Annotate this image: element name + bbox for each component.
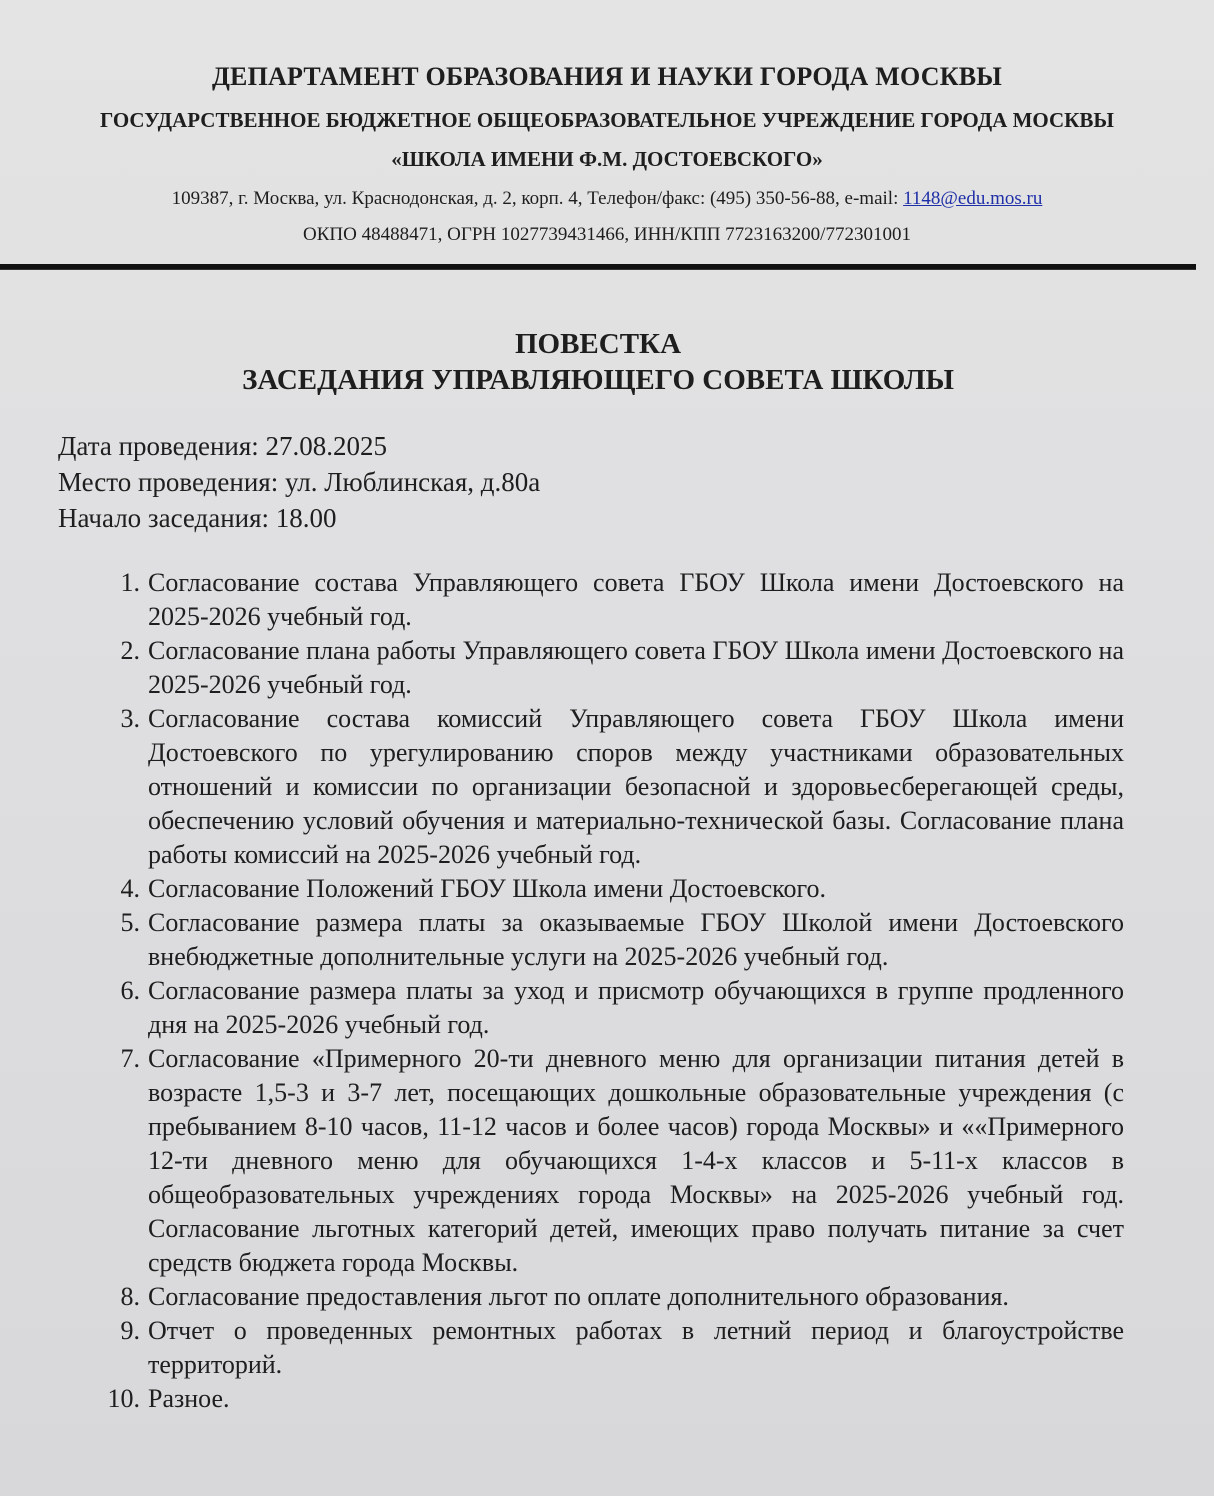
institution-name: ГОСУДАРСТВЕННОЕ БЮДЖЕТНОЕ ОБЩЕОБРАЗОВАТЕЛЬНОЕ УЧРЕЖДЕНИЕ ГОРОДА МОСКВЫ bbox=[99, 108, 1115, 132]
agenda-list bbox=[96, 566, 1124, 1416]
agenda-item-text: Согласование состава комиссий Управляющего совета ГБОУ Школа имени Достоевского по урегулированию споров между участниками образовательных отношений и комиссии по организации безопасной и здоровьесберегающей среды, обеспечению условий обучения и материально-технической базы. Согласование плана работы комиссий на 2025-2026 учебный год. bbox=[148, 704, 1124, 869]
agenda-item bbox=[96, 1280, 1124, 1314]
registration-ids: ОКПО 48488471, ОГРН 1027739431466, ИНН/КПП 7723163200/772301001 bbox=[303, 224, 911, 245]
meeting-date: Дата проведения: 27.08.2025 bbox=[58, 431, 388, 461]
agenda-item-text: Согласование размера платы за оказываемые ГБОУ Школой имени Достоевского внебюджетные дополнительные услуги на 2025-2026 учебный год. bbox=[148, 908, 1124, 971]
meeting-place: Место проведения: ул. Люблинская, д.80а bbox=[58, 467, 541, 497]
school-name: «ШКОЛА ИМЕНИ Ф.М. ДОСТОЕВСКОГО» bbox=[391, 147, 823, 171]
agenda-item-number: 2. bbox=[120, 636, 140, 665]
agenda-item-text: Согласование размера платы за уход и присмотр обучающихся в группе продленного дня на 2025-2026 учебный год. bbox=[148, 976, 1124, 1039]
title-line-1: ПОВЕСТКА bbox=[514, 328, 682, 360]
agenda-item-number: 1. bbox=[120, 568, 140, 597]
title-line-2: ЗАСЕДАНИЯ УПРАВЛЯЮЩЕГО СОВЕТА ШКОЛЫ bbox=[242, 364, 954, 396]
meeting-start: Начало заседания: 18.00 bbox=[58, 503, 337, 533]
agenda-item bbox=[96, 634, 1124, 702]
agenda-item bbox=[96, 566, 1124, 634]
letterhead-divider bbox=[0, 264, 1196, 270]
agenda-item bbox=[96, 906, 1124, 974]
agenda-item bbox=[96, 1042, 1124, 1280]
agenda-item-text: Согласование Положений ГБОУ Школа имени Достоевского. bbox=[148, 874, 826, 903]
agenda-item-text: Согласование «Примерного 20-ти дневного меню для организации питания детей в возрасте 1,5-3 и 3-7 лет, посещающих дошкольные образовательные учреждения (с пребыванием 8-10 часов, 11-12 часов и более часов) города Москвы» и ««Примерного 12-ти дневного меню для обучающихся 1-4-х классов и 5-11-х классов в общеобразовательных учреждениях города Москвы» на 2025-2026 учебный год. Согласование льготных категорий детей, имеющих право получать питание за счет средств бюджета города Москвы. bbox=[148, 1044, 1124, 1277]
meeting-details bbox=[58, 428, 540, 536]
agenda-item-number: 10. bbox=[107, 1384, 140, 1413]
agenda-item-number: 8. bbox=[120, 1282, 140, 1311]
email-link[interactable]: 1148@edu.mos.ru bbox=[903, 188, 1043, 209]
agenda-item-number: 6. bbox=[120, 976, 140, 1005]
agenda-item-number: 7. bbox=[120, 1044, 140, 1073]
agenda-item-number: 5. bbox=[120, 908, 140, 937]
agenda-item-text: Отчет о проведенных ремонтных работах в летний период и благоустройстве территорий. bbox=[148, 1316, 1124, 1379]
department-name: ДЕПАРТАМЕНТ ОБРАЗОВАНИЯ И НАУКИ ГОРОДА МОСКВЫ bbox=[211, 62, 1003, 91]
agenda-item bbox=[96, 1382, 1124, 1416]
address-text: 109387, г. Москва, ул. Краснодонская, д. 2, корп. 4, Телефон/факс: (495) 350-56-88, e-mail: bbox=[171, 188, 899, 209]
agenda-item-text: Согласование состава Управляющего совета ГБОУ Школа имени Достоевского на 2025-2026 учебный год. bbox=[148, 568, 1124, 631]
agenda-item-text: Согласование предоставления льгот по оплате дополнительного образования. bbox=[148, 1282, 1009, 1311]
agenda-item-number: 4. bbox=[120, 874, 140, 903]
agenda-item bbox=[96, 974, 1124, 1042]
agenda-item bbox=[96, 872, 1124, 906]
agenda-item bbox=[96, 1314, 1124, 1382]
document-title bbox=[0, 326, 1196, 398]
agenda-item bbox=[96, 702, 1124, 872]
agenda-item-text: Согласование плана работы Управляющего совета ГБОУ Школа имени Достоевского на 2025-2026 учебный год. bbox=[148, 636, 1124, 699]
letterhead bbox=[0, 0, 1214, 246]
agenda-item-number: 3. bbox=[120, 704, 140, 733]
agenda-item-number: 9. bbox=[120, 1316, 140, 1345]
agenda-item-text: Разное. bbox=[148, 1384, 230, 1413]
address-line bbox=[0, 188, 1214, 210]
